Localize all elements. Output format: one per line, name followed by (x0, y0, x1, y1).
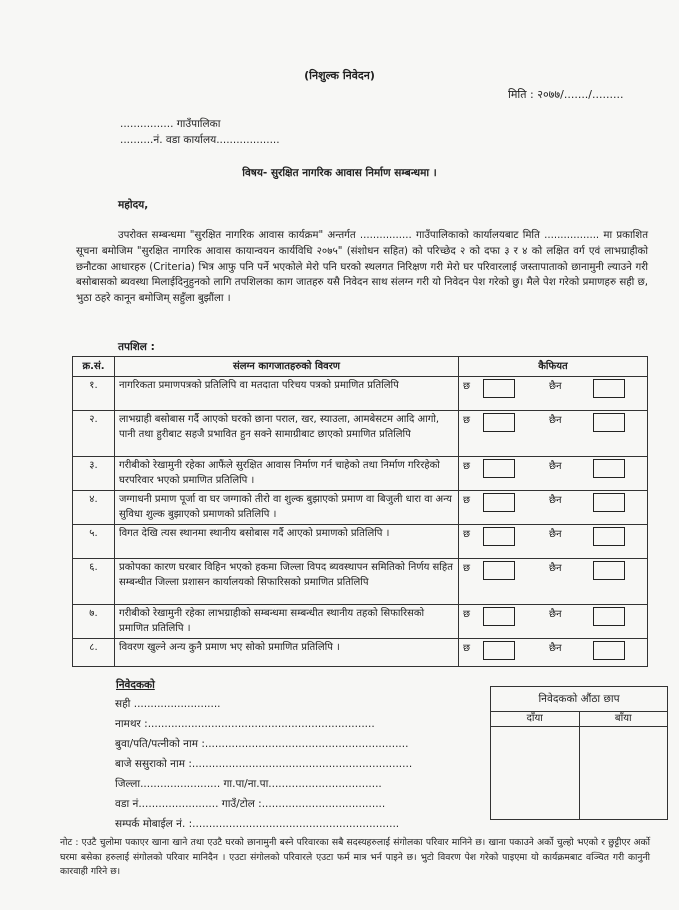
district-field[interactable]: जिल्ला........................ गा.पा/ना.पा.................................. (115, 778, 382, 790)
row-serial: ६. (73, 559, 115, 605)
yes-label: छ (463, 495, 471, 506)
right-thumb-label: दाँया (491, 712, 579, 727)
salutation: महोदय, (118, 199, 149, 211)
yes-checkbox[interactable] (483, 527, 515, 546)
yes-checkbox[interactable] (483, 641, 515, 660)
no-label: छैन (549, 529, 562, 540)
mobile-field[interactable]: सम्पर्क मोबाईल नं. :.............................................................. (115, 818, 400, 830)
yes-checkbox[interactable] (483, 379, 515, 398)
no-checkbox[interactable] (593, 493, 625, 512)
yes-checkbox[interactable] (483, 459, 515, 478)
row-remarks (459, 457, 648, 491)
yes-label: छ (463, 381, 471, 392)
no-label: छैन (549, 609, 562, 620)
body-paragraph: उपरोक्त सम्बन्धमा "सुरक्षित नागरिक आवास कार्यक्रम" अन्तर्गत ................ गाउँपालिकाको कार्यालयबाट मिति ................. मा प्रकाशित सूचना बमोजिम "सुरक्षित नागरिक आवास कायान्वयन कार्यविधि २०७५" (संशोधन सहित) को परिच्छेद २ को दफा ३ र ४ को लक्षित वर्ग एवं लाभग्राहीको छनौटका आधारहरु (Criteria) भित्र आफु पनि पर्ने भएकोले मेरो पनि घरको स्थलगत निरिक्षण गरी मेरो घर परिवारलाई जस्तापाताको छानामुनी ल्याउने गरी बसोबासको ब्यवस्था मिलाईदिनुहुनको लागि तपशिलका काग जातहरु यसै निवेदन साथ संलग्न गरी यो निवेदन पेश गरेको छु। मैले पेश गरेको प्रमाणहरु सही छ, भुठा ठहरे कानून बमोजिम् सहुँला बुझौंला । (76, 230, 648, 305)
yes-label: छ (463, 643, 471, 654)
ward-field[interactable]: वडा नं........................ गाउँ/टोल :..................................... (115, 798, 386, 810)
details-label: तपशिल : (118, 341, 155, 353)
addressee-municipality: ................ गाउँपालिका (120, 118, 221, 130)
thumbprint-title: निवेदकको औंठा छाप (538, 693, 620, 705)
row-serial: ७. (73, 605, 115, 639)
row-serial: २. (73, 411, 115, 457)
row-description: विवरण खुल्ने अन्य कुनै प्रमाण भए सोको प्रमाणित प्रतिलिपि । (115, 639, 459, 667)
free-application-label: (निशुल्क निवेदन) (304, 69, 375, 82)
header-remarks: कैफियत (459, 357, 648, 377)
table-row (73, 491, 648, 525)
table-header-row (73, 357, 648, 377)
row-serial: ८. (73, 639, 115, 667)
no-label: छैन (549, 415, 562, 426)
no-label: छैन (549, 381, 562, 392)
no-checkbox[interactable] (593, 561, 625, 580)
no-checkbox[interactable] (593, 413, 625, 432)
table-row (73, 411, 648, 457)
yes-label: छ (463, 563, 471, 574)
header-description: संलग्न कागजातहरुको विवरण (115, 357, 459, 377)
left-thumb-column[interactable] (580, 712, 668, 820)
signature-field[interactable]: सही .......................... (115, 698, 221, 710)
yes-checkbox[interactable] (483, 493, 515, 512)
yes-label: छ (463, 529, 471, 540)
name-field[interactable]: नामथर :.................................................................... (115, 718, 375, 730)
no-label: छैन (549, 495, 562, 506)
row-remarks (459, 525, 648, 559)
row-serial: ४. (73, 491, 115, 525)
table-row (73, 639, 648, 667)
no-label: छैन (549, 563, 562, 574)
table-row (73, 377, 648, 411)
parent-name-field[interactable]: बुवा/पति/पत्नीको नाम :............................................................. (115, 738, 409, 750)
row-serial: १. (73, 377, 115, 411)
yes-label: छ (463, 609, 471, 620)
thumbprint-box (490, 686, 668, 820)
documents-table (72, 356, 648, 667)
addressee-ward-office: ..........नं. वडा कार्यालय................... (120, 134, 280, 146)
yes-checkbox[interactable] (483, 413, 515, 432)
row-description: विगत देखि त्यस स्थानमा स्थानीय बसोबास गर्दै आएको प्रमाणको प्रतिलिपि । (115, 525, 459, 559)
row-serial: ३. (73, 457, 115, 491)
row-description: जग्गाधनी प्रमाण पूर्जा वा घर जग्गाको तीरो वा शुल्क बुझाएको प्रमाण वा बिजुली धारा वा अन्य सुविधा शुल्क बुझाएको प्रमाणको प्रतिलिपि । (115, 491, 459, 525)
subject-line: विषय- सुरक्षित नागरिक आवास निर्माण सम्बन्धमा । (242, 167, 437, 179)
table-row (73, 559, 648, 605)
row-remarks (459, 377, 648, 411)
left-thumb-label: बाँया (580, 712, 668, 727)
yes-label: छ (463, 461, 471, 472)
table-row (73, 605, 648, 639)
row-serial: ५. (73, 525, 115, 559)
row-description: नागरिकता प्रमाणपत्रको प्रतिलिपि वा मतदाता परिचय पत्रको प्रमाणित प्रतिलिपि (115, 377, 459, 411)
table-row (73, 457, 648, 491)
row-description: गरीबीको रेखामुनी रहेका आफैंले सुरक्षित आवास निर्माण गर्न चाहेको तथा निर्माण गरिरहेको घरपरिवार भएको प्रमाणित प्रतिलिपि । (115, 457, 459, 491)
row-remarks (459, 559, 648, 605)
row-remarks (459, 605, 648, 639)
grandparent-name-field[interactable]: बाजे ससुराको नाम :.................................................................. (115, 758, 413, 770)
no-checkbox[interactable] (593, 641, 625, 660)
row-description: गरीबीको रेखामुनी रहेका लाभग्राहीको सम्बन्धमा सम्बन्धीत स्थानीय तहको सिफारिसको प्रमाणित प्रतिलिपि । (115, 605, 459, 639)
row-remarks (459, 491, 648, 525)
note-text: नोट : एउटै चुलोमा पकाएर खाना खाने तथा एउटै घरको छानामुनी बस्ने परिवारका सबै सदस्यहरुलाई संगोलका परिवार मानिने छ। खाना पकाउने अर्को चुल्हो भएको र छुट्टीएर अर्को घरमा बसेका हरुलाई संगोलको परिवार मानिदैन । एउटा संगोलको परिवारले एउटा फर्म मात्र भर्न पाइने छ। भुटो विवरण पेश गरेको पाइएमा यो कार्यक्रमबाट वञ्चित गरी कानुनी कारवाही गरिने छ। (60, 837, 650, 878)
row-remarks (459, 639, 648, 667)
no-checkbox[interactable] (593, 379, 625, 398)
table-row (73, 525, 648, 559)
no-label: छैन (549, 461, 562, 472)
no-checkbox[interactable] (593, 607, 625, 626)
row-description: प्रकोपका कारण घरबार विहिन भएको हकमा जिल्ला विपद ब्यवस्थापन समितिको निर्णय सहित सम्बन्धीत जिल्ला प्रशासन कार्यालयको सिफारिसको प्रमाणित प्रतिलिपि (115, 559, 459, 605)
yes-checkbox[interactable] (483, 607, 515, 626)
no-label: छैन (549, 643, 562, 654)
header-serial: क्र.सं. (73, 357, 115, 377)
row-remarks (459, 411, 648, 457)
no-checkbox[interactable] (593, 527, 625, 546)
date-line: मिति : २०७७/......./......... (508, 88, 624, 101)
yes-label: छ (463, 415, 471, 426)
applicant-heading: निवेदकको (116, 679, 155, 691)
right-thumb-column[interactable] (491, 712, 580, 820)
yes-checkbox[interactable] (483, 561, 515, 580)
no-checkbox[interactable] (593, 459, 625, 478)
row-description: लाभग्राही बसोबास गर्दै आएको घरको छाना पराल, खर, स्याउला, आमबेसटम आदि आगो, पानी तथा हुरीबाट सहजै प्रभावित हुन सक्ने सामाग्रीबाट छाएको प्रमाणित प्रतिलिपि (115, 411, 459, 457)
